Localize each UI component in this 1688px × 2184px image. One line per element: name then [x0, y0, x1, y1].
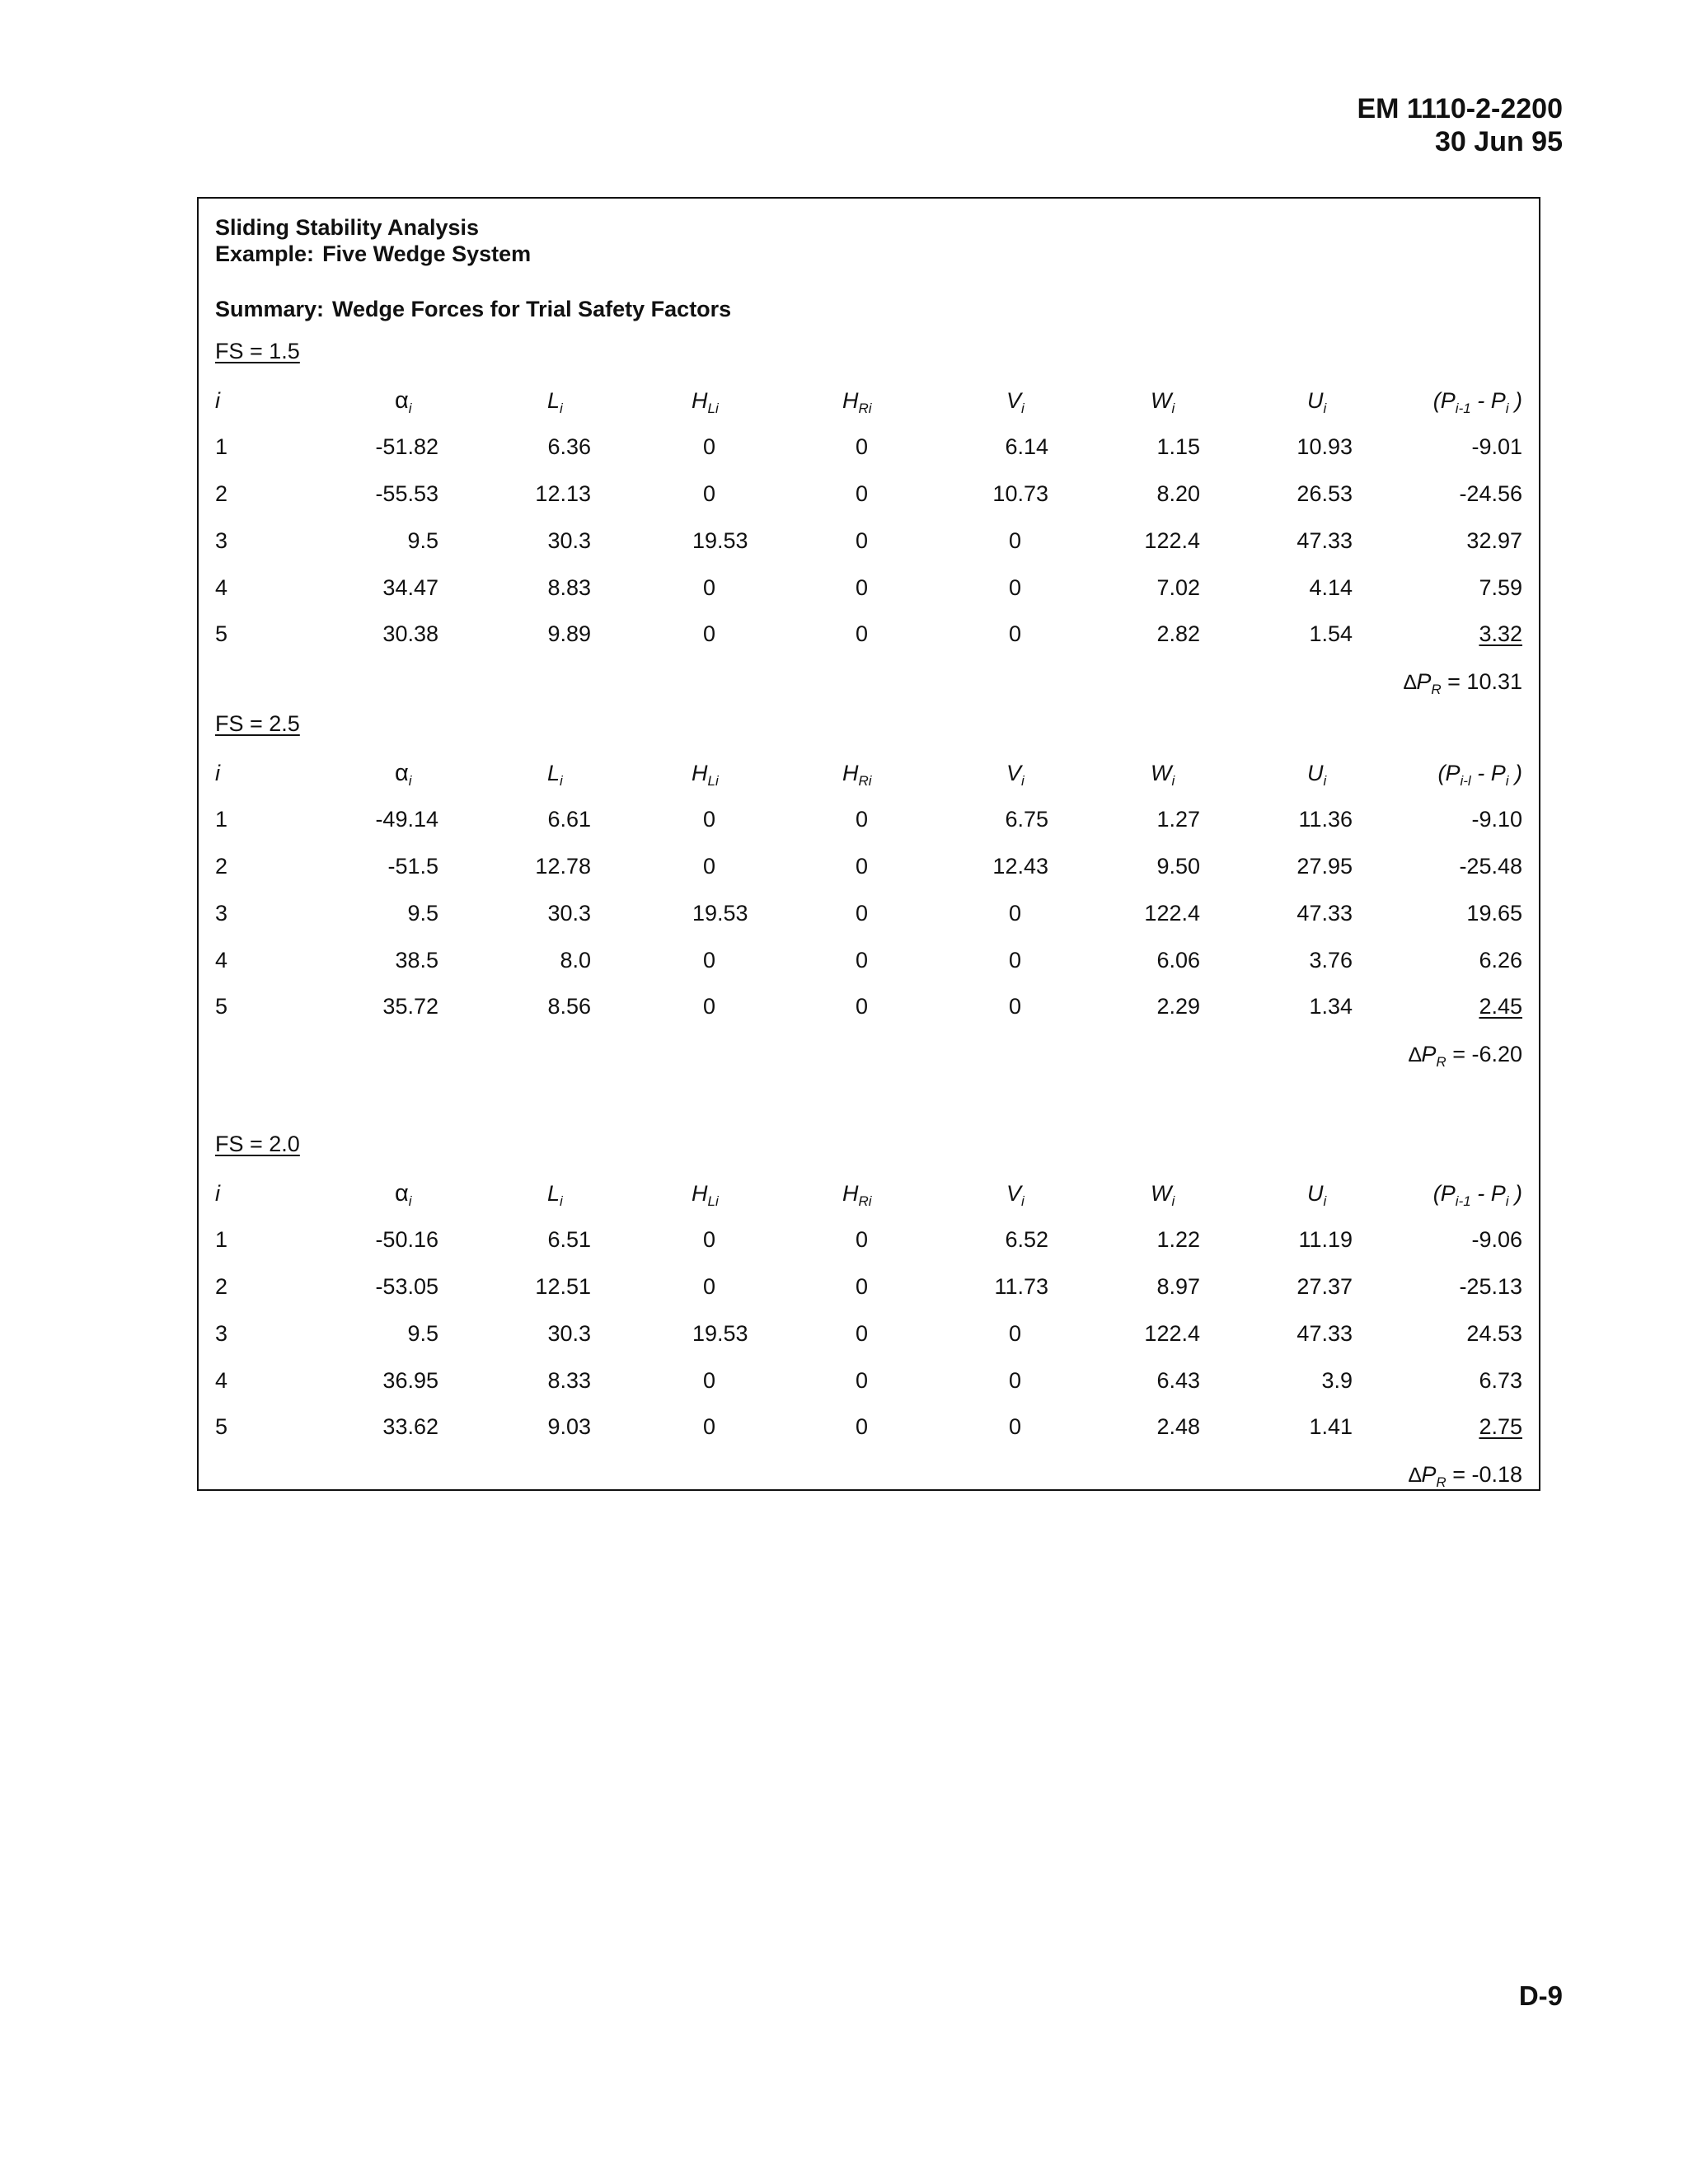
- cell-W: 8.97: [1156, 1274, 1200, 1300]
- table-header-row: [199, 758, 1539, 791]
- table-row: [199, 573, 1539, 606]
- header-cell-i: [215, 1179, 220, 1208]
- cell-U: 27.37: [1296, 1274, 1353, 1300]
- column-header-u: [1307, 387, 1327, 416]
- cell-L: 9.03: [547, 1414, 591, 1440]
- delta-subscript: R: [1436, 1053, 1447, 1070]
- cell-L: 8.0: [560, 947, 591, 972]
- cell-P: 6.73: [1479, 1367, 1522, 1393]
- cell-i: 2: [215, 854, 228, 879]
- cell-P: 24.53: [1466, 1320, 1522, 1346]
- cell-alpha: 36.95: [382, 1367, 438, 1393]
- analysis-title: Sliding Stability Analysis: [215, 215, 480, 240]
- cell-L: 6.36: [547, 434, 591, 460]
- header-cell-p: [1433, 1179, 1522, 1216]
- cell-HL: 0: [703, 1274, 716, 1300]
- table-row: [199, 1366, 1539, 1399]
- cell-L: 30.3: [547, 527, 591, 553]
- delta-value: = 10.31: [1441, 668, 1522, 694]
- table-row: [199, 851, 1539, 884]
- cell-i: 5: [215, 1414, 228, 1440]
- cell-U: 47.33: [1296, 1320, 1353, 1346]
- column-header-hr-subscript: Ri: [858, 400, 872, 416]
- table-row: [199, 1272, 1539, 1305]
- cell-L: 30.3: [547, 1320, 591, 1346]
- column-header-hr: [842, 1180, 872, 1209]
- delta-pr-total: [1404, 669, 1522, 698]
- cell-U: 4.14: [1309, 574, 1353, 600]
- column-header-u: [1307, 1180, 1327, 1209]
- cell-alpha: -51.82: [375, 434, 438, 460]
- table-row: [199, 991, 1539, 1024]
- column-header-hl: [692, 1180, 719, 1209]
- header-cell-HL: [692, 1179, 719, 1216]
- header-cell-HL: [692, 758, 719, 796]
- column-header-alpha-symbol: α: [395, 759, 409, 786]
- cell-L: 8.33: [547, 1367, 591, 1393]
- fs-label: FS = 1.5: [215, 339, 300, 363]
- cell-P: -25.48: [1459, 854, 1522, 879]
- column-header-hl-subscript: Li: [707, 772, 719, 789]
- column-header-v: [1006, 387, 1025, 416]
- column-header-u-subscript: i: [1323, 772, 1327, 789]
- table-row: [199, 479, 1539, 512]
- cell-HL: 19.53: [692, 1320, 748, 1346]
- cell-HL: 0: [703, 1414, 716, 1440]
- column-header-v-symbol: V: [1006, 387, 1022, 413]
- delta-symbol: ∆: [1404, 670, 1417, 694]
- cell-V: 6.14: [1005, 434, 1048, 460]
- column-header-alpha: [395, 759, 412, 789]
- column-header-i: i: [215, 387, 220, 413]
- column-header-p: [1432, 387, 1522, 416]
- column-header-hl-symbol: H: [692, 760, 708, 785]
- column-header-hl-symbol: H: [692, 1180, 708, 1206]
- cell-alpha: 38.5: [395, 947, 438, 972]
- cell-alpha: -51.5: [387, 854, 438, 879]
- cell-HL: 0: [703, 947, 716, 972]
- cell-V: 0: [1009, 1414, 1022, 1440]
- summary-text: Wedge Forces for Trial Safety Factors: [332, 297, 732, 321]
- column-header-alpha-subscript: i: [408, 1193, 412, 1209]
- cell-V: 0: [1009, 574, 1022, 600]
- cell-W: 1.27: [1156, 807, 1200, 832]
- p-minus: - P: [1470, 387, 1506, 413]
- table-header-row: [199, 386, 1539, 419]
- header-cell-V: [1006, 386, 1025, 424]
- cell-alpha: 30.38: [382, 621, 438, 647]
- column-header-v-symbol: V: [1006, 760, 1022, 785]
- p-minus: - P: [1470, 760, 1506, 785]
- header-cell-W: [1151, 1179, 1175, 1216]
- column-header-l-symbol: L: [547, 760, 560, 785]
- cell-W: 8.20: [1156, 481, 1200, 507]
- cell-HR: 0: [856, 1274, 869, 1300]
- column-header-w: [1151, 760, 1175, 789]
- cell-W: 1.15: [1156, 434, 1200, 460]
- cell-L: 12.78: [535, 854, 591, 879]
- example-name: Five Wedge System: [322, 241, 532, 266]
- cell-P: -24.56: [1459, 481, 1522, 507]
- table-row: [199, 1319, 1539, 1352]
- cell-HL: 0: [703, 434, 716, 460]
- column-header-w: [1151, 1180, 1175, 1209]
- cell-HR: 0: [856, 1414, 869, 1440]
- delta-value: = -6.20: [1446, 1041, 1522, 1066]
- column-header-p: [1432, 1180, 1522, 1209]
- cell-W: 6.43: [1156, 1367, 1200, 1393]
- column-header-hr-symbol: H: [842, 387, 859, 413]
- p-subscript-prev: i-1: [1455, 1193, 1471, 1209]
- column-header-w-symbol: W: [1151, 1180, 1172, 1206]
- cell-i: 4: [215, 574, 228, 600]
- column-header-w-symbol: W: [1151, 387, 1172, 413]
- cell-i: 1: [215, 807, 228, 832]
- table-header-row: [199, 1179, 1539, 1212]
- p-minus: - P: [1470, 1180, 1506, 1206]
- cell-P: -9.06: [1471, 1227, 1522, 1253]
- cell-U: 3.9: [1321, 1367, 1353, 1393]
- page-number: D-9: [1518, 1980, 1563, 2011]
- column-header-hr-symbol: H: [842, 760, 859, 785]
- column-header-hl-symbol: H: [692, 387, 708, 413]
- cell-V: 0: [1009, 1367, 1022, 1393]
- cell-HR: 0: [856, 481, 869, 507]
- p-open: (P: [1437, 760, 1461, 785]
- delta-subscript: R: [1436, 1474, 1447, 1490]
- cell-HR: 0: [856, 434, 869, 460]
- cell-HR: 0: [856, 994, 869, 1019]
- cell-L: 6.61: [547, 807, 591, 832]
- cell-P: 6.26: [1479, 947, 1522, 972]
- cell-HL: 0: [703, 994, 716, 1019]
- column-header-i: i: [215, 1180, 220, 1206]
- header-cell-U: [1307, 386, 1326, 424]
- table-row: [199, 526, 1539, 559]
- cell-L: 8.56: [547, 994, 591, 1019]
- cell-W: 122.4: [1144, 1320, 1200, 1346]
- delta-p: P: [1416, 668, 1432, 694]
- column-header-hl: [692, 387, 719, 416]
- header-cell-L: [547, 386, 563, 424]
- column-header-v: [1006, 1180, 1025, 1209]
- header-cell-alpha: [395, 386, 412, 424]
- column-header-hr-subscript: Ri: [858, 772, 872, 789]
- cell-alpha: 9.5: [407, 900, 438, 926]
- cell-P: 3.32: [1479, 621, 1522, 647]
- column-header-v-symbol: V: [1006, 1180, 1022, 1206]
- cell-U: 1.34: [1309, 994, 1353, 1019]
- cell-alpha: -49.14: [375, 807, 438, 832]
- cell-i: 4: [215, 947, 228, 972]
- column-header-u-symbol: U: [1307, 1180, 1324, 1206]
- header-cell-V: [1006, 758, 1025, 796]
- cell-P: -25.13: [1459, 1274, 1522, 1300]
- column-header-v-subscript: i: [1021, 1193, 1025, 1209]
- delta-subscript: R: [1431, 681, 1442, 697]
- header-cell-W: [1151, 758, 1175, 796]
- header-cell-U: [1307, 758, 1326, 796]
- document-id: EM 1110-2-2200: [1357, 93, 1563, 124]
- column-header-hl: [692, 760, 719, 789]
- cell-L: 9.89: [547, 621, 591, 647]
- cell-V: 0: [1009, 621, 1022, 647]
- column-header-v: [1006, 760, 1025, 789]
- delta-value: = -0.18: [1446, 1461, 1522, 1487]
- cell-i: 3: [215, 900, 228, 926]
- table-row: [199, 945, 1539, 978]
- column-header-w: [1151, 387, 1175, 416]
- cell-U: 47.33: [1296, 900, 1353, 926]
- cell-HL: 19.53: [692, 900, 748, 926]
- p-subscript-current: i: [1505, 400, 1509, 416]
- column-header-w-symbol: W: [1151, 760, 1172, 785]
- cell-HR: 0: [856, 527, 869, 553]
- cell-U: 26.53: [1296, 481, 1353, 507]
- delta-p: P: [1421, 1041, 1437, 1066]
- cell-i: 2: [215, 481, 228, 507]
- delta-symbol: ∆: [1409, 1463, 1422, 1487]
- cell-alpha: -50.16: [375, 1227, 438, 1253]
- cell-i: 4: [215, 1367, 228, 1393]
- cell-HR: 0: [856, 807, 869, 832]
- table-row: [199, 1225, 1539, 1258]
- delta-pr-total: [1409, 1462, 1522, 1491]
- column-header-hr: [842, 760, 872, 789]
- cell-W: 122.4: [1144, 900, 1200, 926]
- table-row: [199, 619, 1539, 652]
- cell-V: 6.75: [1005, 807, 1048, 832]
- column-header-l: [547, 1180, 563, 1209]
- column-header-l-symbol: L: [547, 1180, 560, 1206]
- column-header-u-subscript: i: [1323, 400, 1327, 416]
- cell-alpha: -55.53: [375, 481, 438, 507]
- summary-title: [215, 297, 731, 321]
- column-header-v-subscript: i: [1021, 400, 1025, 416]
- cell-W: 6.06: [1156, 947, 1200, 972]
- cell-W: 2.29: [1156, 994, 1200, 1019]
- cell-W: 1.22: [1156, 1227, 1200, 1253]
- column-header-alpha: [395, 1179, 412, 1209]
- fs-label: FS = 2.5: [215, 711, 300, 736]
- fs-label: FS = 2.0: [215, 1132, 300, 1156]
- cell-HR: 0: [856, 900, 869, 926]
- cell-L: 30.3: [547, 900, 591, 926]
- header-cell-W: [1151, 386, 1175, 424]
- cell-HR: 0: [856, 1367, 869, 1393]
- column-header-w-subscript: i: [1171, 1193, 1175, 1209]
- cell-i: 1: [215, 1227, 228, 1253]
- cell-V: 0: [1009, 527, 1022, 553]
- cell-HL: 0: [703, 481, 716, 507]
- cell-HR: 0: [856, 1320, 869, 1346]
- column-header-u-symbol: U: [1307, 760, 1324, 785]
- column-header-w-subscript: i: [1171, 400, 1175, 416]
- cell-alpha: 33.62: [382, 1414, 438, 1440]
- cell-L: 8.83: [547, 574, 591, 600]
- cell-i: 3: [215, 1320, 228, 1346]
- cell-V: 0: [1009, 994, 1022, 1019]
- p-subscript-prev: i-1: [1455, 400, 1471, 416]
- column-header-alpha-symbol: α: [395, 1179, 409, 1207]
- column-header-hr-subscript: Ri: [858, 1193, 872, 1209]
- p-open: (P: [1432, 1180, 1456, 1206]
- cell-HL: 0: [703, 807, 716, 832]
- cell-U: 1.54: [1309, 621, 1353, 647]
- column-header-hl-subscript: Li: [707, 400, 719, 416]
- cell-W: 9.50: [1156, 854, 1200, 879]
- cell-V: 0: [1009, 1320, 1022, 1346]
- cell-HL: 0: [703, 1367, 716, 1393]
- cell-HL: 0: [703, 621, 716, 647]
- column-header-p: [1437, 760, 1522, 789]
- cell-P: 2.45: [1479, 994, 1522, 1019]
- document-header: [1357, 92, 1563, 158]
- cell-U: 11.36: [1298, 807, 1353, 832]
- cell-i: 1: [215, 434, 228, 460]
- table-row: [199, 432, 1539, 465]
- cell-W: 122.4: [1144, 527, 1200, 553]
- cell-i: 3: [215, 527, 228, 553]
- cell-V: 10.73: [992, 481, 1048, 507]
- column-header-hl-subscript: Li: [707, 1193, 719, 1209]
- p-open: (P: [1432, 387, 1456, 413]
- cell-V: 12.43: [992, 854, 1048, 879]
- cell-V: 11.73: [994, 1274, 1048, 1300]
- column-header-alpha: [395, 387, 412, 416]
- cell-P: -9.01: [1471, 434, 1522, 460]
- cell-alpha: 34.47: [382, 574, 438, 600]
- cell-U: 3.76: [1309, 947, 1353, 972]
- delta-symbol: ∆: [1409, 1043, 1422, 1066]
- cell-HR: 0: [856, 947, 869, 972]
- column-header-l: [547, 387, 563, 416]
- header-cell-alpha: [395, 758, 412, 796]
- column-header-alpha-subscript: i: [408, 772, 412, 789]
- cell-V: 6.52: [1005, 1227, 1048, 1253]
- column-header-l-subscript: i: [560, 400, 563, 416]
- cell-i: 5: [215, 621, 228, 647]
- cell-P: 19.65: [1466, 900, 1522, 926]
- header-cell-HR: [842, 386, 872, 424]
- column-header-u: [1307, 760, 1327, 789]
- column-header-l-subscript: i: [560, 1193, 563, 1209]
- header-cell-L: [547, 758, 563, 796]
- cell-HL: 0: [703, 854, 716, 879]
- p-subscript-current: i: [1505, 772, 1509, 789]
- table-row: [199, 804, 1539, 837]
- header-cell-p: [1433, 386, 1522, 424]
- example-label: Example:: [215, 241, 315, 266]
- table-row: [199, 1412, 1539, 1445]
- column-header-i: i: [215, 760, 220, 785]
- cell-alpha: 35.72: [382, 994, 438, 1019]
- p-close: ): [1508, 760, 1522, 785]
- column-header-hr-symbol: H: [842, 1180, 859, 1206]
- cell-i: 5: [215, 994, 228, 1019]
- cell-L: 12.51: [535, 1274, 591, 1300]
- header-cell-U: [1307, 1179, 1326, 1216]
- cell-U: 27.95: [1296, 854, 1353, 879]
- column-header-l-symbol: L: [547, 387, 560, 413]
- cell-HR: 0: [856, 854, 869, 879]
- cell-P: 7.59: [1479, 574, 1522, 600]
- p-subscript-current: i: [1505, 1193, 1509, 1209]
- column-header-u-symbol: U: [1307, 387, 1324, 413]
- column-header-hr: [842, 387, 872, 416]
- cell-W: 2.48: [1156, 1414, 1200, 1440]
- column-header-l-subscript: i: [560, 772, 563, 789]
- delta-pr-total: [1409, 1042, 1522, 1071]
- cell-U: 47.33: [1296, 527, 1353, 553]
- delta-p: P: [1421, 1461, 1437, 1487]
- cell-alpha: 9.5: [407, 527, 438, 553]
- header-cell-HR: [842, 1179, 872, 1216]
- header-cell-HL: [692, 386, 719, 424]
- example-title: [215, 241, 531, 266]
- cell-i: 2: [215, 1274, 228, 1300]
- cell-L: 12.13: [535, 481, 591, 507]
- summary-table-frame: [197, 197, 1540, 1491]
- cell-HL: 19.53: [692, 527, 748, 553]
- header-cell-i: [215, 758, 220, 788]
- document-date: 30 Jun 95: [1435, 126, 1563, 157]
- cell-HL: 0: [703, 574, 716, 600]
- cell-P: 32.97: [1466, 527, 1522, 553]
- cell-HL: 0: [703, 1227, 716, 1253]
- header-cell-i: [215, 386, 220, 415]
- column-header-l: [547, 760, 563, 789]
- p-subscript-prev: i-l: [1460, 772, 1471, 789]
- column-header-w-subscript: i: [1171, 772, 1175, 789]
- column-header-alpha-symbol: α: [395, 387, 409, 414]
- cell-U: 10.93: [1296, 434, 1353, 460]
- table-row: [199, 898, 1539, 931]
- cell-V: 0: [1009, 947, 1022, 972]
- column-header-v-subscript: i: [1021, 772, 1025, 789]
- cell-HR: 0: [856, 621, 869, 647]
- p-close: ): [1508, 387, 1522, 413]
- column-header-u-subscript: i: [1323, 1193, 1327, 1209]
- cell-V: 0: [1009, 900, 1022, 926]
- summary-label: Summary:: [215, 297, 325, 321]
- cell-P: 2.75: [1479, 1414, 1522, 1440]
- cell-alpha: 9.5: [407, 1320, 438, 1346]
- cell-W: 7.02: [1156, 574, 1200, 600]
- cell-W: 2.82: [1156, 621, 1200, 647]
- cell-alpha: -53.05: [375, 1274, 438, 1300]
- header-cell-HR: [842, 758, 872, 796]
- cell-U: 11.19: [1298, 1227, 1353, 1253]
- p-close: ): [1508, 1180, 1522, 1206]
- header-cell-L: [547, 1179, 563, 1216]
- cell-U: 1.41: [1309, 1414, 1353, 1440]
- cell-HR: 0: [856, 574, 869, 600]
- header-cell-p: [1437, 758, 1522, 796]
- cell-L: 6.51: [547, 1227, 591, 1253]
- cell-P: -9.10: [1471, 807, 1522, 832]
- cell-HR: 0: [856, 1227, 869, 1253]
- header-cell-alpha: [395, 1179, 412, 1216]
- column-header-alpha-subscript: i: [408, 400, 412, 416]
- header-cell-V: [1006, 1179, 1025, 1216]
